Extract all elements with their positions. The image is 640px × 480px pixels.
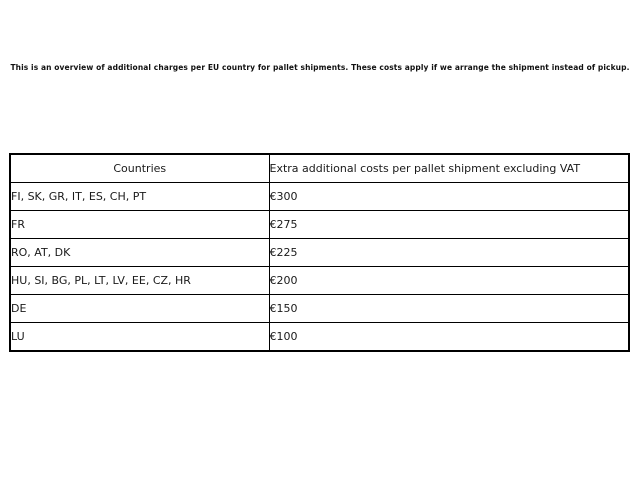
table-row (10, 211, 629, 239)
countries-cell: LU (10, 323, 269, 352)
column-header-countries: Countries (10, 154, 269, 183)
countries-cell: FR (10, 211, 269, 239)
cost-cell: €100 (269, 323, 629, 352)
countries-cell: RO, AT, DK (10, 239, 269, 267)
cost-cell: €225 (269, 239, 629, 267)
table-row (10, 267, 629, 295)
column-header-costs: Extra additional costs per pallet shipment excluding VAT (269, 154, 629, 183)
countries-cell: FI, SK, GR, IT, ES, CH, PT (10, 183, 269, 211)
cost-cell: €150 (269, 295, 629, 323)
cost-cell: €275 (269, 211, 629, 239)
table-row (10, 183, 629, 211)
figure-caption: This is an overview of additional charges per EU country for pallet shipments. These costs apply if we arrange the shipment instead of pickup. (10, 63, 630, 72)
cost-cell: €200 (269, 267, 629, 295)
table-row (10, 323, 629, 352)
table-row (10, 239, 629, 267)
table-header-row (10, 154, 629, 183)
countries-cell: HU, SI, BG, PL, LT, LV, EE, CZ, HR (10, 267, 269, 295)
countries-cell: DE (10, 295, 269, 323)
cost-cell: €300 (269, 183, 629, 211)
charges-table (9, 153, 630, 352)
table-row (10, 295, 629, 323)
